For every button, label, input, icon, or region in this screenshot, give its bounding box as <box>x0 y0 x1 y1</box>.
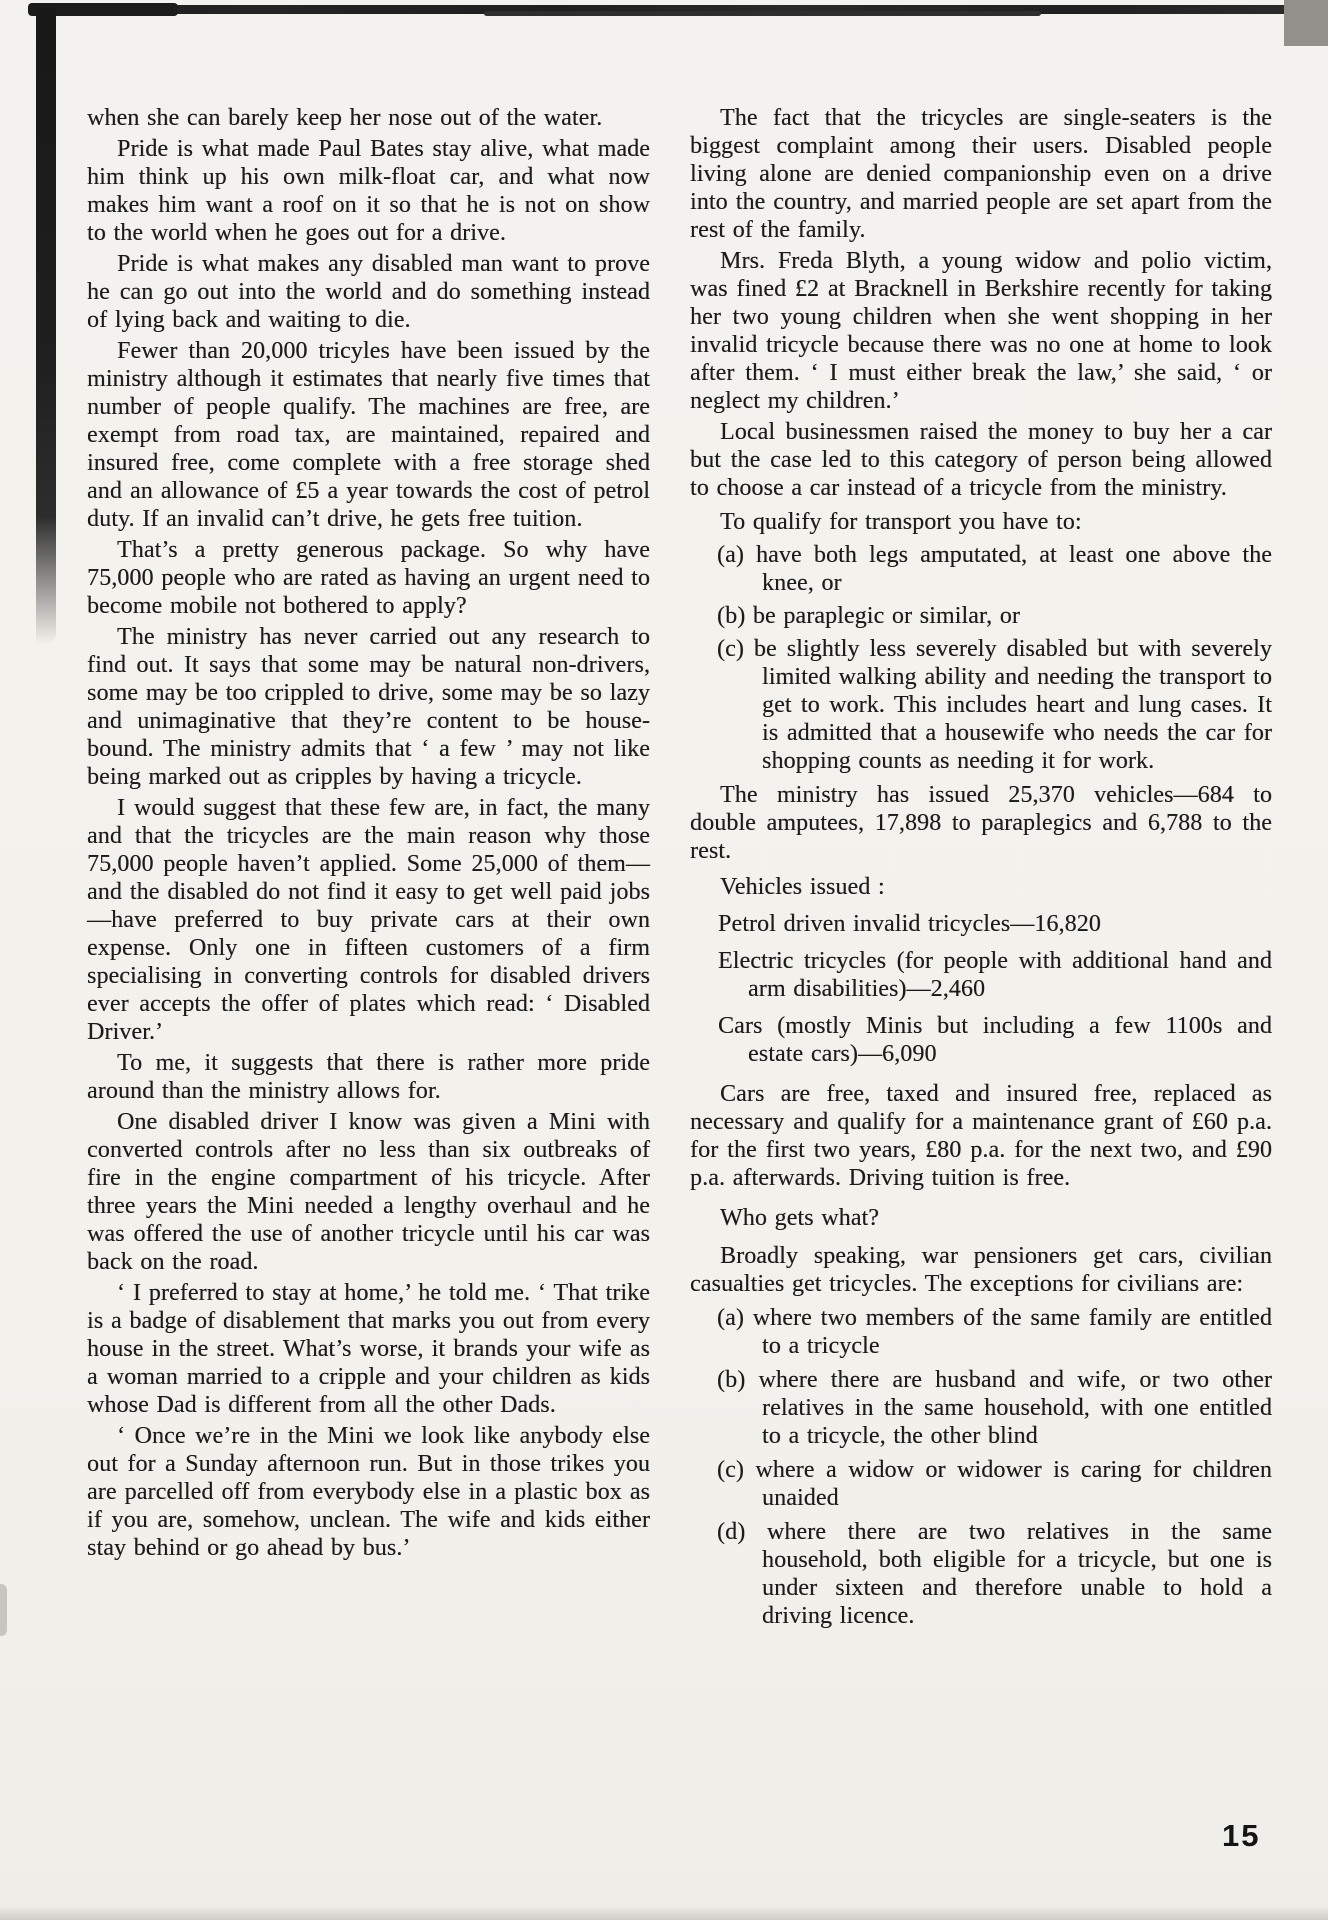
paragraph-pride-disabled-man: Pride is what makes any disabled man want to prove he can go out into the world and do something instead of lying back and waiting to die. <box>87 251 650 333</box>
scan-artifact-left-edge <box>36 8 56 644</box>
paragraph-vehicles-issued-heading: Vehicles issued : <box>720 874 885 900</box>
paragraph-fewer-than-20000: Fewer than 20,000 tricyles have been issued by the ministry although it estimates that nearly five times that number of people qualify. The machines are free, are exempt from road tax, are maintained, repaired and insured free, come complete with a free storage shed and an allowance of £5 a year towards the cost of petrol duty. If an invalid can’t drive, he gets free tuition. <box>87 338 650 532</box>
scan-artifact-corner-gray <box>1284 0 1328 46</box>
paragraph-ministry-issued-totals: The ministry has issued 25,370 vehicles—684 to double amputees, 17,898 to paraplegics and 6,788 to the rest. <box>690 782 1272 864</box>
paragraph-continuation: when she can barely keep her nose out of the water. <box>87 105 603 131</box>
scan-artifact-left-smudge <box>0 1584 7 1636</box>
paragraph-pride-paul-bates: Pride is what made Paul Bates stay alive, what made him think up his own milk-float car, and what now makes him want a roof on it so that he is not on show to the world when he goes out for a drive. <box>87 136 650 246</box>
paragraph-to-me-it-suggests: To me, it suggests that there is rather more pride around than the ministry allows for. <box>87 1050 650 1104</box>
scan-artifact-bottom-edge <box>0 1906 1328 1920</box>
page-number: 15 <box>1222 1818 1261 1853</box>
paragraph-would-suggest: I would suggest that these few are, in fact, the many and that the tricycles are the main reason why those 75,000 people haven’t applied. Some 25,000 of them—and the disabled do not find it easy to get well paid jobs—have preferred to buy private cars at their own expense. Only one in fifteen customers of a firm specialising in converting controls for disabled drivers ever accepts the offer of plates which read: ‘ Disabled Driver.’ <box>87 795 650 1045</box>
paragraph-single-seaters: The fact that the tricycles are single-seaters is the biggest complaint among their users. Disabled people living alone are denied companionship even on a drive into the country, and married people are set apart from the rest of the family. <box>690 105 1272 243</box>
paragraph-who-gets-what: Who gets what? <box>720 1205 880 1231</box>
qualification-item-b: (b) be paraplegic or similar, or <box>717 603 1020 629</box>
paragraph-preferred-to-stay: ‘ I preferred to stay at home,’ he told me. ‘ That trike is a badge of disablement that marks you out from every house in the street. What’s worse, it brands your wife as a woman married to a cripple and your children as kids whose Dad is different from all the other Dads. <box>87 1280 650 1418</box>
right-column <box>690 104 1272 1630</box>
left-column <box>87 104 650 1562</box>
paragraph-freda-blyth: Mrs. Freda Blyth, a young widow and polio victim, was fined £2 at Bracknell in Berkshire recently for taking her two young children when she went shopping in her invalid tricycle because there was no one at home to look after them. ‘ I must either break the law,’ she said, ‘ or neglect my children.’ <box>690 248 1272 414</box>
exception-item-a: (a) where two members of the same family are entitled to a tricycle <box>717 1305 1272 1359</box>
qualification-item-a: (a) have both legs amputated, at least one above the knee, or <box>717 542 1272 596</box>
paragraph-local-businessmen: Local businessmen raised the money to buy her a car but the case led to this category of person being allowed to choose a car instead of a tricycle from the ministry. <box>690 419 1272 501</box>
exception-item-d: (d) where there are two relatives in the same household, both eligible for a tricycle, but one is under sixteen and therefore unable to hold a driving licence. <box>717 1519 1272 1629</box>
paragraph-one-disabled-driver: One disabled driver I know was given a Mini with converted controls after no less than six outbreaks of fire in the engine compartment of his tricycle. After three years the Mini needed a lengthy overhaul and he was offered the use of another tricycle until his car was back on the road. <box>87 1109 650 1275</box>
scan-artifact-top-edge <box>28 5 1294 14</box>
paragraph-ministry-research: The ministry has never carried out any research to find out. It says that some may be natural non-drivers, some may be too crippled to drive, some may be so lazy and unimaginative that they’re content to be house-bound. The ministry admits that ‘ a few ’ may not like being marked out as cripples by having a tricycle. <box>87 624 650 790</box>
paragraph-cars-are-free: Cars are free, taxed and insured free, replaced as necessary and qualify for a maintenance grant of £60 p.a. for the first two years, £80 p.a. for the next two, and £90 p.a. afterwards. Driving tuition is free. <box>690 1081 1272 1191</box>
paragraph-once-in-the-mini: ‘ Once we’re in the Mini we look like anybody else out for a Sunday afternoon run. But in those trikes you are parcelled off from everybody else in a plastic box as if you are, somehow, unclean. The wife and kids either stay behind or go ahead by bus.’ <box>87 1423 650 1561</box>
vehicle-item-cars: Cars (mostly Minis but including a few 1100s and estate cars)—6,090 <box>718 1013 1272 1067</box>
paragraph-generous-package: That’s a pretty generous package. So why have 75,000 people who are rated as having an urgent need to become mobile not bothered to apply? <box>87 537 650 619</box>
vehicle-item-petrol-tricycles: Petrol driven invalid tricycles—16,820 <box>718 911 1101 937</box>
paragraph-broadly-speaking: Broadly speaking, war pensioners get cars, civilian casualties get tricycles. The exceptions for civilians are: <box>690 1243 1272 1297</box>
exception-item-c: (c) where a widow or widower is caring for children unaided <box>717 1457 1272 1511</box>
paragraph-to-qualify: To qualify for transport you have to: <box>720 509 1082 535</box>
exception-item-b: (b) where there are husband and wife, or two other relatives in the same household, with one entitled to a tricycle, the other blind <box>717 1367 1272 1449</box>
vehicle-item-electric-tricycles: Electric tricycles (for people with additional hand and arm disabilities)—2,460 <box>718 948 1272 1002</box>
qualification-item-c: (c) be slightly less severely disabled but with severely limited walking ability and needing the transport to get to work. This includes heart and lung cases. It is admitted that a housewife who needs the car for shopping counts as needing it for work. <box>717 636 1272 774</box>
